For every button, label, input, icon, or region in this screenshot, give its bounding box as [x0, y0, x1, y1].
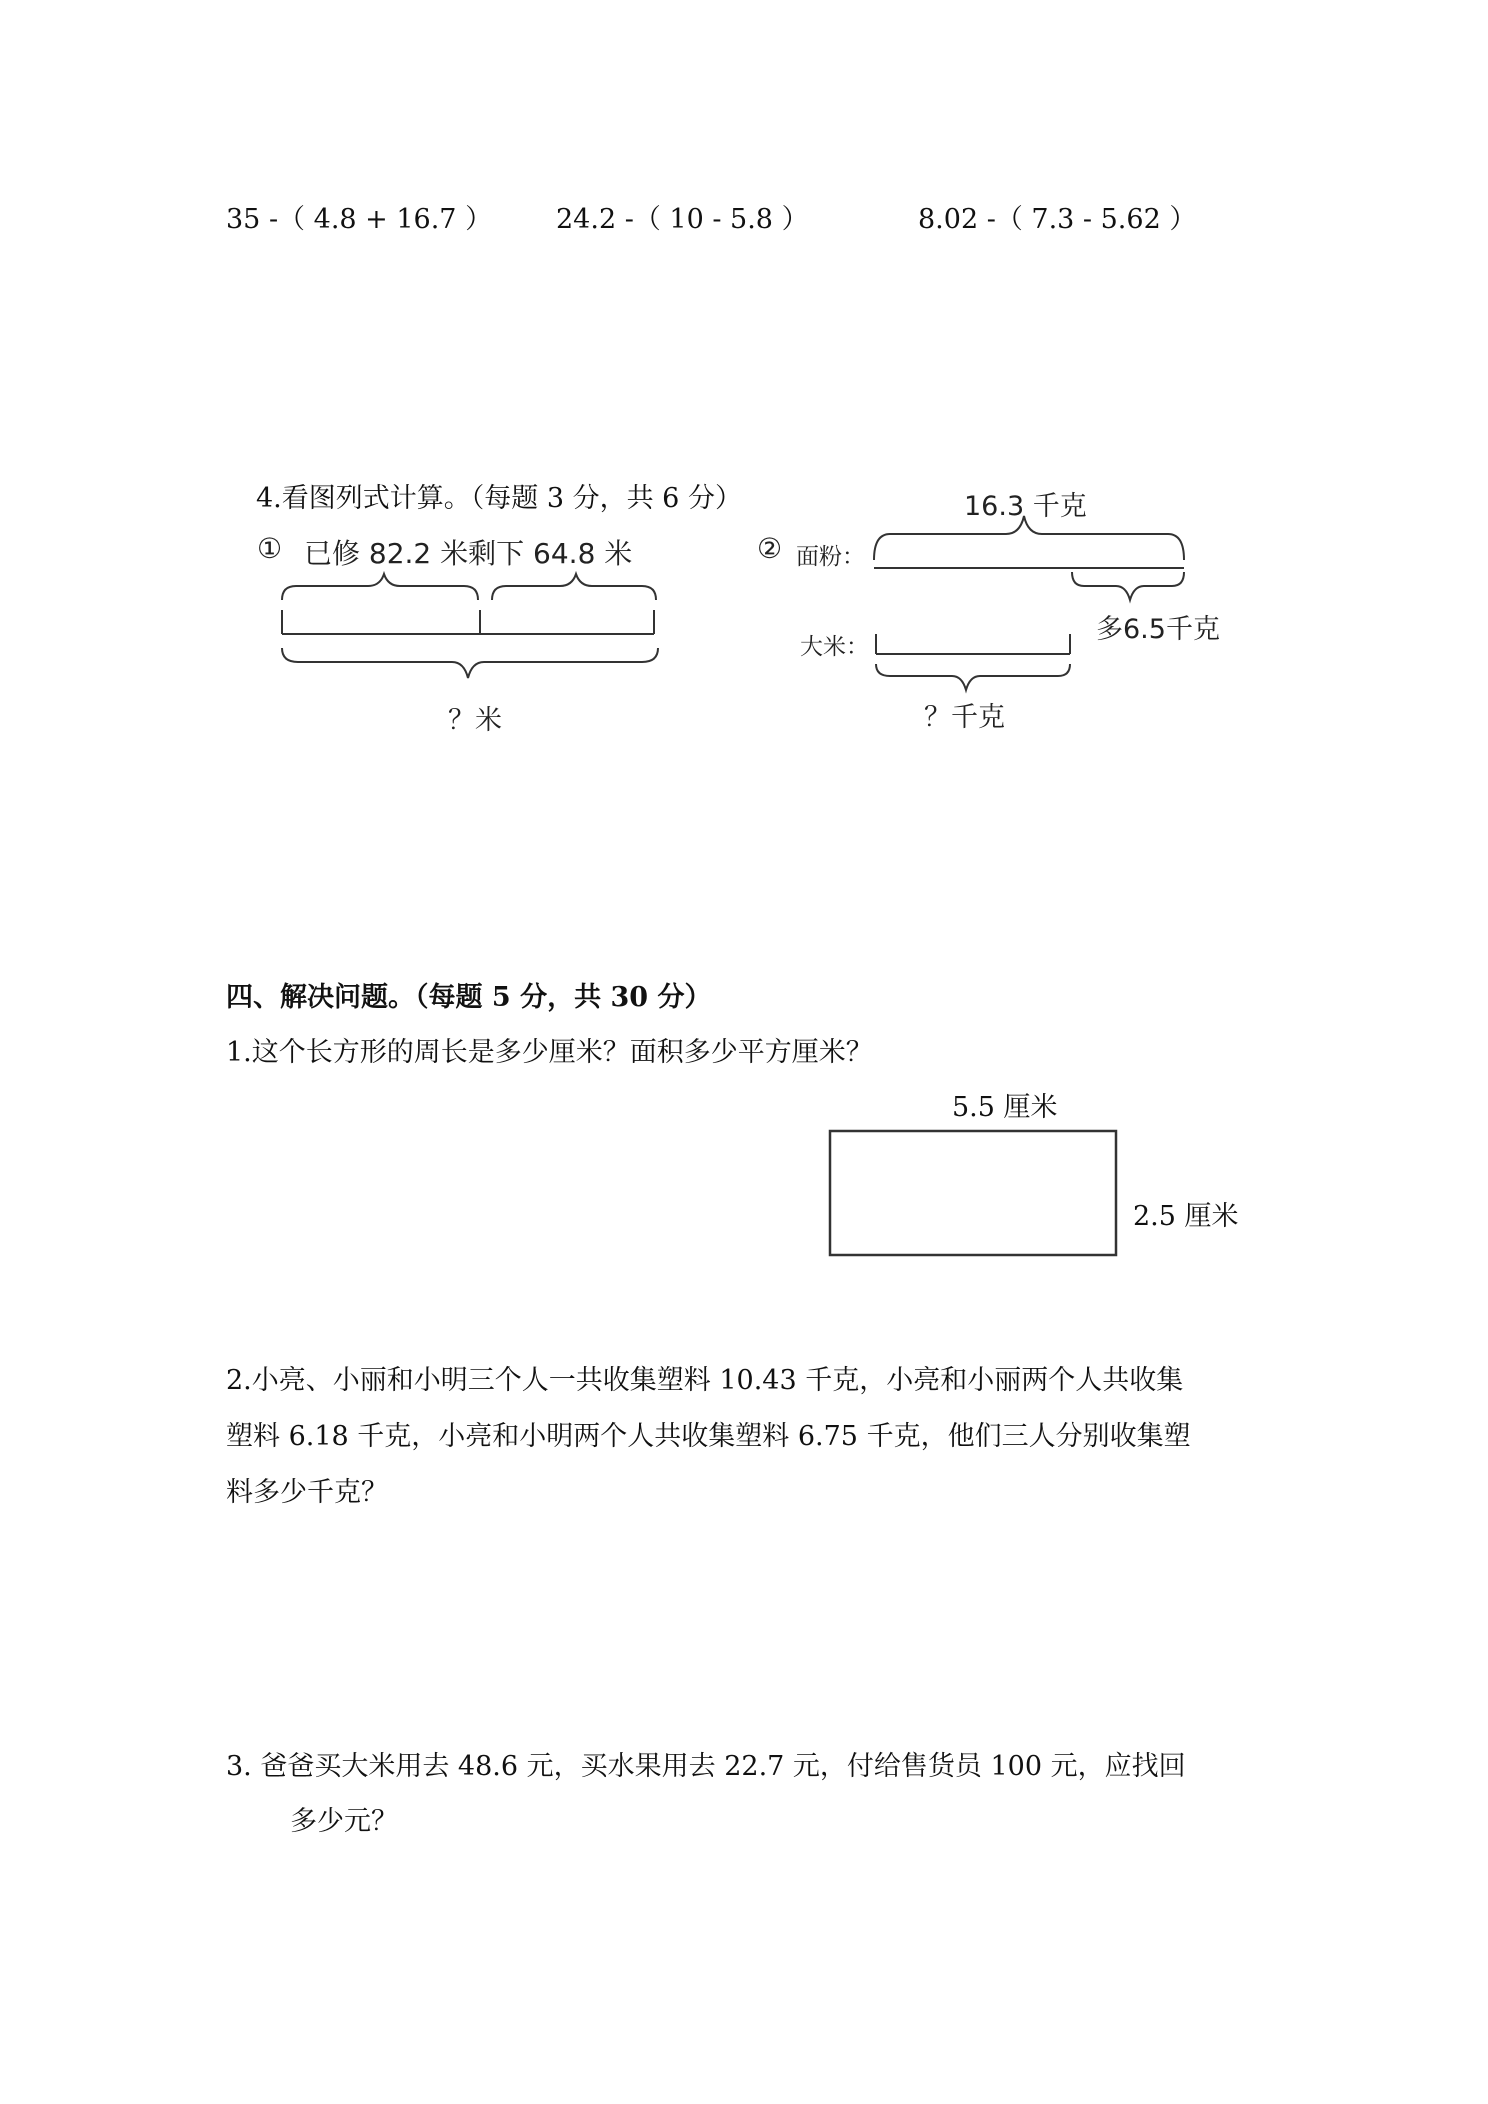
- part1-top-brace-right: [492, 574, 656, 600]
- q3-line-1: 3. 爸爸买大米用去 48.6 元，买水果用去 22.7 元，付给售货员 100 元，应找回: [226, 1751, 1186, 1782]
- q2-line-2: 塑料 6.18 千克，小亮和小明两个人共收集塑料 6.75 千克，他们三人分别收集塑: [226, 1421, 1191, 1452]
- rectangle-height-label: 2.5 厘米: [1133, 1201, 1239, 1232]
- section4-heading: 四、解决问题。（每题 5 分，共 30 分）: [226, 982, 712, 1013]
- expression-2: 24.2 -（ 10 - 5.8 ）: [556, 204, 809, 235]
- part2-marker: ②: [757, 532, 783, 565]
- part1-top-brace-left: [282, 574, 478, 600]
- part1-bottom-brace: [282, 648, 658, 678]
- q1-text: 1.这个长方形的周长是多少厘米？面积多少平方厘米？: [226, 1037, 873, 1068]
- part1-marker: ①: [257, 532, 283, 565]
- q2-line-3: 料多少千克？: [226, 1477, 388, 1508]
- part1-bottom-label: ？米: [448, 705, 502, 736]
- part1-text: 已修 82.2 米剩下 64.8 米: [304, 537, 633, 570]
- more-brace: [1072, 572, 1184, 600]
- rectangle-figure: [830, 1131, 1116, 1255]
- flour-top-brace: [874, 516, 1184, 560]
- q3-line-2: 多少元？: [290, 1806, 398, 1837]
- part2-bottom-label: ？千克: [924, 702, 1005, 733]
- flour-label: 面粉：: [796, 544, 865, 570]
- more-label: 多6.5千克: [1096, 614, 1220, 645]
- q2-line-1: 2.小亮、小丽和小明三个人一共收集塑料 10.43 千克，小亮和小丽两个人共收集: [226, 1365, 1184, 1396]
- expression-1: 35 -（ 4.8 + 16.7 ）: [226, 204, 493, 235]
- question-4-heading: 4.看图列式计算。（每题 3 分，共 6 分）: [256, 483, 742, 514]
- rice-bottom-brace: [876, 664, 1070, 690]
- rectangle-width-label: 5.5 厘米: [952, 1092, 1058, 1123]
- expression-3: 8.02 -（ 7.3 - 5.62 ）: [918, 204, 1197, 235]
- rice-label: 大米：: [800, 634, 869, 660]
- part2-top-label: 16.3 千克: [964, 491, 1087, 522]
- part1-segment-bar: [282, 610, 654, 634]
